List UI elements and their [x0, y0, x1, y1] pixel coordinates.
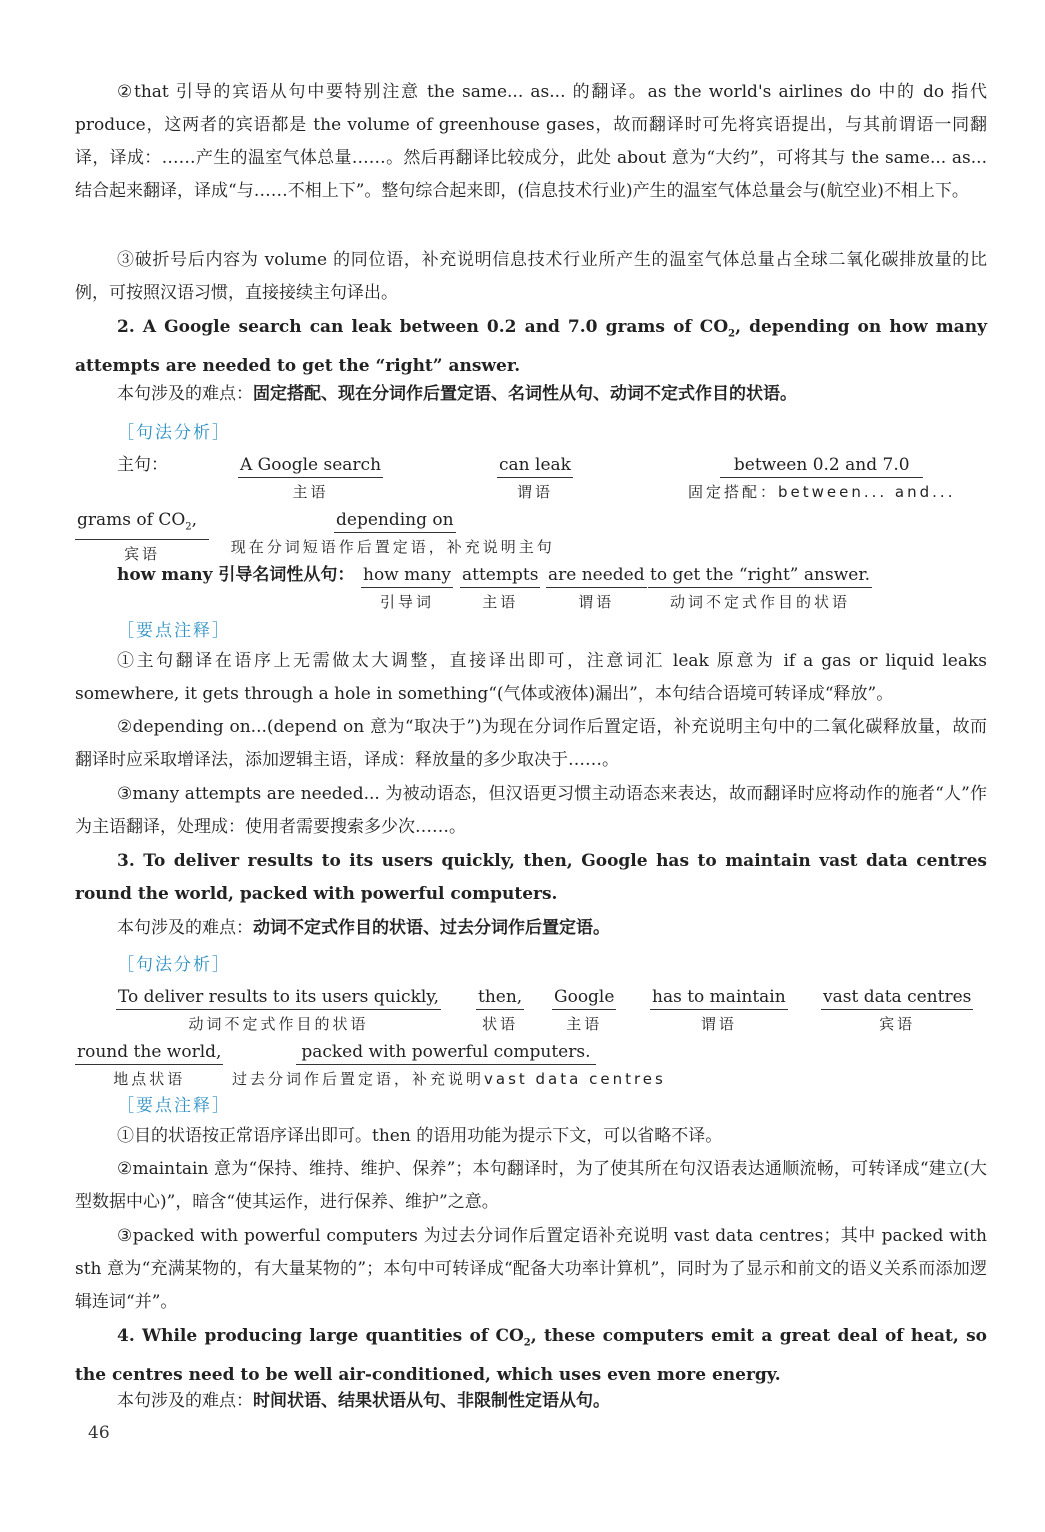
subscript: 2	[728, 328, 736, 340]
segment-words: are needed	[546, 565, 647, 588]
example-sentence-4	[75, 1320, 987, 1392]
segment-words: attempts	[460, 565, 540, 588]
segment-role: 宾语	[879, 1015, 916, 1033]
segment-role: 固定搭配：between... and...	[688, 483, 956, 501]
syntax-segment	[116, 987, 441, 1034]
segment-role: 地点状语	[113, 1070, 186, 1088]
segment-role: 谓语	[700, 1015, 737, 1033]
difficulty-points: 动词不定式作目的状语、过去分词作后置定语。	[253, 918, 610, 938]
syntax-segment	[210, 510, 576, 557]
note-paragraph: ②that 引导的宾语从句中要特别注意 the same... as... 的翻译。as the world's airlines do 中的 do 指代 produce，这两者的宾语都是 the volume of greenhouse gases，故而翻译时可先将宾语提出，与其前谓语一同翻译，译成：……产生的温室气体总量……。然后再翻译比较成分，此处 about 意为“大约”，可将其与 the same... as... 结合起来翻译，译成“与……不相上下”。整句综合起来即，(信息技术行业)产生的温室气体总量会与(航空业)不相上下。	[75, 82, 987, 201]
difficulty-intro	[75, 378, 1029, 411]
segment-words: packed with powerful computers.	[296, 1042, 596, 1065]
page-number: 46	[88, 1423, 110, 1443]
segment-role: 动词不定式作目的状语	[188, 1015, 369, 1033]
syntax-segment	[552, 987, 616, 1034]
segment-words: Google	[552, 987, 616, 1010]
example-sentence-3: 3. To deliver results to its users quickly, then, Google has to maintain vast data centres round the world, packed with powerful computers.	[75, 851, 987, 904]
syntax-segment	[497, 455, 573, 502]
segment-role: 主语	[292, 483, 329, 501]
difficulty-points: 时间状语、结果状语从句、非限制性定语从句。	[253, 1391, 610, 1411]
segment-words: A Google search	[238, 455, 383, 478]
note-paragraph: ②depending on...(depend on 意为“取决于”)为现在分词作后置定语，补充说明主句中的二氧化碳释放量，故而翻译时应采取增译法，添加逻辑主语，译成：释放量的多少取决于……。	[75, 717, 987, 770]
note-paragraph: ③破折号后内容为 volume 的同位语，补充说明信息技术行业所产生的温室气体总量占全球二氧化碳排放量的比例，可按照汉语习惯，直接接续主句译出。	[75, 250, 987, 303]
difficulty-intro	[75, 912, 1029, 945]
clause-keyword: how many	[117, 565, 213, 585]
segment-words: depending on	[334, 510, 456, 533]
segment-words: round the world,	[75, 1042, 223, 1065]
note-paragraph: ②maintain 意为“保持、维持、维护、保养”；本句翻译时，为了使其所在句汉语表达通顺流畅，可转译成“建立(大型数据中心)”，暗含“使其运作，进行保养、维护”之意。	[75, 1159, 987, 1212]
segment-words: to get the “right” answer.	[648, 565, 872, 588]
segment-role: 动词不定式作目的状语	[669, 593, 850, 611]
segment-words: then,	[476, 987, 524, 1010]
section-title-syntax: ［句法分析］	[117, 423, 231, 443]
note-paragraph: ③many attempts are needed... 为被动语态，但汉语更习惯主动语态来表达，故而翻译时应将动作的施者“人”作为主语翻译，处理成：使用者需要搜索多少次……。	[75, 784, 987, 837]
syntax-segment	[648, 565, 872, 612]
note-paragraph: ①目的状语按正常语序译出即可。then 的语用功能为提示下文，可以省略不译。	[117, 1126, 723, 1146]
intro-label: 本句涉及的难点：	[117, 1391, 253, 1411]
segment-role: 引导词	[379, 593, 434, 611]
segment-role: 过去分词作后置定语，补充说明vast data centres	[232, 1070, 666, 1088]
segment-words: can leak	[497, 455, 573, 478]
segment-role: 谓语	[516, 483, 553, 501]
syntax-segment	[688, 455, 955, 502]
segment-text: ,	[191, 510, 198, 530]
section-title-notes: ［要点注释］	[117, 1096, 231, 1116]
syntax-segment	[476, 987, 524, 1034]
section-title-notes: ［要点注释］	[117, 621, 231, 641]
segment-words: vast data centres	[821, 987, 973, 1010]
segment-text: grams of CO	[77, 510, 186, 530]
segment-role: 主语	[482, 593, 519, 611]
segment-role: 谓语	[578, 593, 615, 611]
intro-label: 本句涉及的难点：	[117, 384, 253, 404]
note-paragraph: ③packed with powerful computers 为过去分词作后置定语补充说明 vast data centres；其中 packed with sth 意为“充满某物的，有大量某物的”；本句中可转译成“配备大功率计算机”，同时为了显示和前文的语义关系而添加逻辑连词“并”。	[75, 1226, 987, 1312]
segment-words: between 0.2 and 7.0	[720, 455, 923, 478]
sentence-text: 4. While producing large quantities of CO	[117, 1326, 524, 1346]
segment-role: 主语	[566, 1015, 603, 1033]
section-title-syntax: ［句法分析］	[117, 955, 231, 975]
segment-role: 现在分词短语作后置定语，补充说明主句	[230, 538, 555, 556]
syntax-segment	[238, 455, 383, 502]
syntax-segment	[75, 1042, 223, 1089]
segment-role: 状语	[482, 1015, 519, 1033]
syntax-segment	[232, 1042, 666, 1089]
sentence-text: 2. A Google search can leak between 0.2 and 7.0 grams of CO	[117, 317, 729, 337]
note-paragraph: ①主句翻译在语序上无需做太大调整，直接译出即可，注意词汇 leak 原意为 if a gas or liquid leaks somewhere, it gets through a hole in something“(气体或液体)漏出”，本句结合语境可转译成“释放”。	[75, 651, 987, 704]
segment-words: To deliver results to its users quickly,	[116, 987, 441, 1010]
clause-label-text: 引导名词性从句：	[212, 565, 355, 585]
segment-words: how many	[361, 565, 453, 588]
syntax-segment	[821, 987, 973, 1034]
clause-label	[117, 565, 354, 585]
segment-words	[75, 510, 209, 540]
main-clause-label: 主句：	[117, 455, 168, 475]
syntax-segment	[75, 510, 209, 564]
sentence-text: , these computers emit a great deal of heat, so the centres need to be well air-conditioned, which uses even more energy.	[75, 1326, 988, 1386]
syntax-segment	[460, 565, 540, 612]
example-sentence-2	[75, 311, 987, 383]
intro-label: 本句涉及的难点：	[117, 918, 253, 938]
segment-role: 宾语	[124, 545, 161, 564]
difficulty-points: 固定搭配、现在分词作后置定语、名词性从句、动词不定式作目的状语。	[253, 384, 797, 404]
syntax-segment	[650, 987, 788, 1034]
syntax-segment	[546, 565, 647, 612]
syntax-segment	[361, 565, 453, 612]
subscript: 2	[523, 1337, 531, 1349]
sentence-text: , depending on how many attempts are needed to get the “right” answer.	[75, 317, 987, 377]
subscript: 2	[185, 521, 192, 533]
segment-words: has to maintain	[650, 987, 788, 1010]
difficulty-intro	[75, 1385, 1029, 1418]
